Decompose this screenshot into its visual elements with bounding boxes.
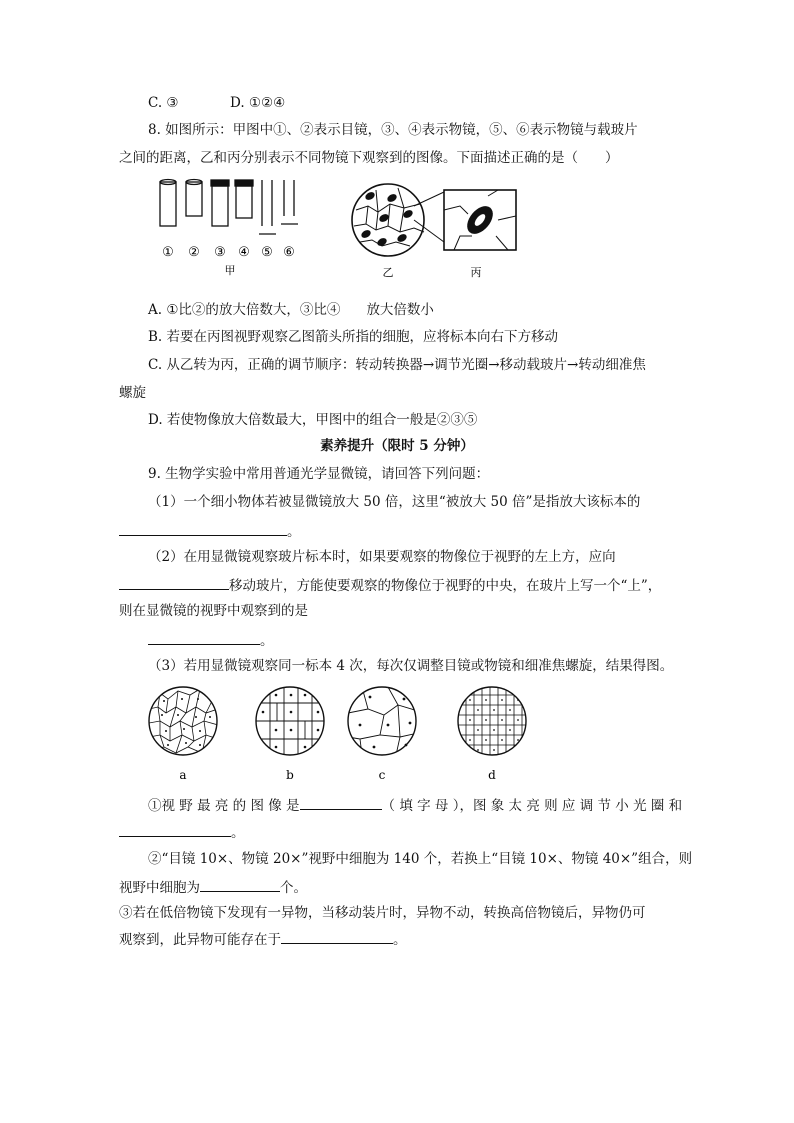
view-label-d: d bbox=[488, 768, 496, 782]
q9-part1-answer-blank[interactable] bbox=[119, 521, 287, 536]
lens-label-5: ⑤ bbox=[261, 245, 273, 260]
view-d bbox=[458, 687, 526, 782]
q9-sub2-line1: ②“目镜 10×、物镜 20×”视野中细胞为 140 个，若换上“目镜 10×、物镜 40×”组合，则 bbox=[148, 851, 693, 867]
q8-option-c-line2: 螺旋 bbox=[119, 385, 146, 401]
q9-sub3-line1: ③若在低倍物镜下发现有一异物，当移动装片时，异物不动，转换高倍物镜后，异物仍可 bbox=[119, 905, 646, 921]
microscope-views-figure bbox=[148, 683, 538, 785]
q9-stem: 9. 生物学实验中常用普通光学显微镜，请回答下列问题： bbox=[148, 466, 490, 482]
q8-option-a-part2: 放大倍数小 bbox=[366, 302, 434, 318]
lens-label-1: ① bbox=[162, 245, 174, 260]
q9-sub3-end: 。 bbox=[393, 932, 407, 948]
q7-option-c: C. ③ bbox=[148, 95, 179, 111]
q9-part2-line2-text: 移动玻片，方能使要观察的物像位于视野的中央，在玻片上写一个“上”， bbox=[229, 578, 662, 594]
view-b bbox=[256, 687, 324, 782]
q7-option-d: D. ①②④ bbox=[230, 95, 286, 111]
q9-part3-line1: （3）若用显微镜观察同一标本 4 次，每次仅调整目镜或物镜和细准焦螺旋，结果得图。 bbox=[148, 658, 674, 674]
q8-option-b: B. 若要在丙图视野观察乙图箭头所指的细胞，应将标本向右下方移动 bbox=[148, 329, 559, 345]
q9-sub1-letter-blank[interactable] bbox=[300, 795, 382, 810]
label-yi: 乙 bbox=[382, 266, 394, 279]
lens-figure-jia bbox=[150, 176, 310, 281]
view-label-c: c bbox=[378, 768, 386, 782]
q9-sub2-count-blank[interactable] bbox=[200, 877, 280, 892]
q9-part1-line2 bbox=[119, 521, 301, 541]
q9-sub3-line2 bbox=[119, 929, 407, 949]
q8-option-a-part1: A. ①比②的放大倍数大，③比④ bbox=[148, 302, 341, 318]
q9-part2-direction-blank[interactable] bbox=[119, 575, 229, 590]
q8-option-d: D. 若使物像放大倍数最大，甲图中的组合一般是②③⑤ bbox=[148, 412, 478, 428]
section-title: 素养提升（限时 5 分钟） bbox=[320, 438, 474, 454]
q9-part2-line2 bbox=[119, 575, 661, 595]
q9-part1-line1: （1）一个细小物体若被显微镜放大 50 倍，这里“被放大 50 倍”是指放大该标本的 bbox=[148, 494, 641, 510]
cell-figure-yi-bing bbox=[348, 180, 528, 285]
q9-sub1-end: 。 bbox=[231, 825, 245, 841]
q9-sub1-line1 bbox=[148, 795, 682, 815]
q9-sub2-text-after: 个。 bbox=[280, 880, 307, 896]
view-label-b: b bbox=[286, 768, 294, 782]
q9-sub3-text-before: 观察到，此异物可能存在于 bbox=[119, 932, 281, 948]
q8-stem-line2: 之间的距离，乙和丙分别表示不同物镜下观察到的图像。下面描述正确的是（ ） bbox=[119, 150, 619, 166]
view-c bbox=[348, 687, 418, 782]
lens-label-4: ④ bbox=[238, 245, 250, 260]
q8-stem-line1: 8. 如图所示：甲图中①、②表示目镜，③、④表示物镜，⑤、⑥表示物镜与载玻片 bbox=[148, 122, 638, 138]
q9-part2-line4 bbox=[148, 630, 274, 650]
label-jia: 甲 bbox=[224, 264, 236, 277]
lens-label-2: ② bbox=[188, 245, 200, 260]
q9-sub2-line2 bbox=[119, 877, 307, 897]
q9-sub1-line2 bbox=[119, 822, 245, 842]
lens-label-6: ⑥ bbox=[283, 245, 295, 260]
q8-option-c-line1: C. 从乙转为丙，正确的调节顺序：转动转换器→调节光圈→移动载玻片→转动细准焦 bbox=[148, 357, 646, 373]
q9-sub1-text-after: （ 填 字 母 ），图 象 太 亮 则 应 调 节 小 光 圈 和 bbox=[381, 798, 683, 814]
q9-part2-image-blank[interactable] bbox=[148, 630, 260, 645]
view-label-a: a bbox=[179, 768, 187, 782]
q9-sub1-answer-blank[interactable] bbox=[119, 822, 231, 837]
q9-sub2-text-before: 视野中细胞为 bbox=[119, 880, 200, 896]
q9-sub3-location-blank[interactable] bbox=[281, 929, 393, 944]
q8-option-a bbox=[148, 301, 434, 319]
q9-part2-line1: （2）在用显微镜观察玻片标本时，如果要观察的物像位于视野的左上方，应向 bbox=[148, 549, 616, 565]
view-a bbox=[149, 687, 218, 782]
q9-part2-line3: 则在显微镜的视野中观察到的是 bbox=[119, 603, 308, 619]
lens-label-3: ③ bbox=[214, 245, 226, 260]
q9-part2-end: 。 bbox=[260, 633, 274, 649]
label-bing: 丙 bbox=[470, 266, 482, 279]
q9-part1-end: 。 bbox=[287, 524, 301, 540]
q9-sub1-text-before: ①视 野 最 亮 的 图 像 是 bbox=[148, 798, 300, 814]
